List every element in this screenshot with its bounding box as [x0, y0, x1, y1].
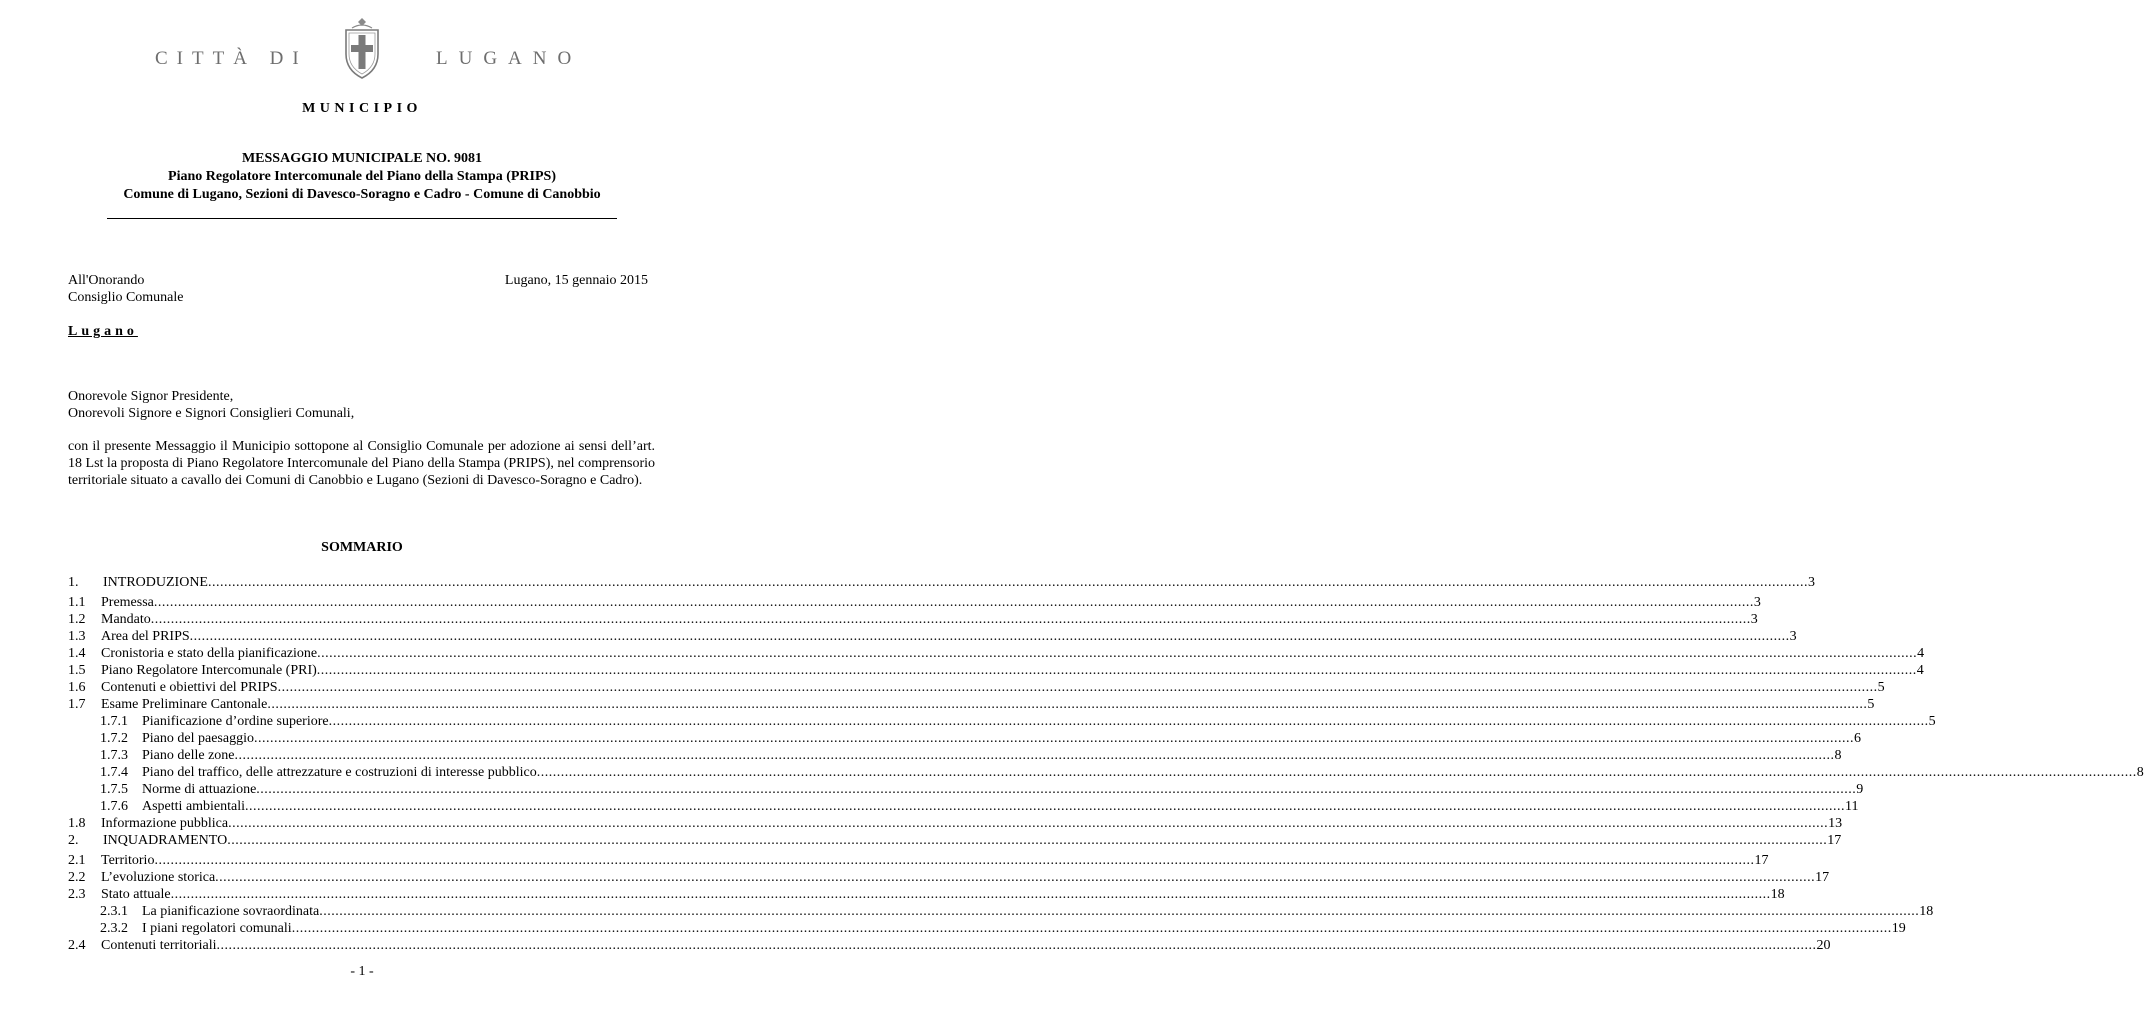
toc-entry[interactable]	[68, 832, 1842, 849]
toc-entry[interactable]	[68, 679, 1885, 696]
addressee-line1: All'Onorando	[68, 273, 145, 288]
toc-entry-title: Aspetti ambientali	[142, 799, 246, 814]
toc-leader-dots: ................................................................................................................................................................................................................................................................................................................................................................................................................	[253, 731, 1854, 746]
toc-entry-number: 2.2	[68, 870, 86, 885]
toc-leader-dots: ................................................................................................................................................................................................................................................................................................................................................................................................................	[216, 938, 1817, 953]
toc-leader-dots: ................................................................................................................................................................................................................................................................................................................................................................................................................	[267, 697, 1868, 712]
toc-entry[interactable]	[68, 781, 1864, 798]
toc-entry[interactable]	[68, 594, 1761, 611]
toc-entry-number: 2.1	[68, 853, 86, 868]
salutation-line1: Onorevole Signor Presidente,	[68, 389, 234, 404]
plan-title: Piano Regolatore Intercomunale del Piano della Stampa (PRIPS)	[168, 169, 556, 184]
toc-entry-page: 11	[1845, 799, 1859, 814]
toc-leader-dots: ................................................................................................................................................................................................................................................................................................................................................................................................................	[245, 799, 1846, 814]
toc-entry-page: 17	[1754, 853, 1769, 868]
toc-entry-title: La pianificazione sovraordinata	[142, 904, 320, 919]
place-date: Lugano, 15 gennaio 2015	[504, 273, 648, 288]
toc-entry-title: Pianificazione d’ordine superiore	[142, 714, 329, 729]
toc-entry-number: 1.5	[68, 663, 86, 678]
toc-entry-title: L’evoluzione storica	[101, 870, 216, 885]
toc-leader-dots: ................................................................................................................................................................................................................................................................................................................................................................................................................	[215, 870, 1816, 885]
toc-entry-number: 2.3	[68, 887, 86, 902]
toc-entry-page: 8	[1834, 748, 1842, 763]
toc-entry-number: 1.8	[68, 816, 86, 831]
toc-entry-title: Contenuti e obiettivi del PRIPS	[101, 680, 278, 695]
toc-entry-number: 1.4	[68, 646, 86, 661]
communes-title: Comune di Lugano, Sezioni di Davesco-Soragno e Cadro - Comune di Canobbio	[123, 187, 601, 202]
toc-entry-page: 18	[1770, 887, 1785, 902]
toc-entry-page: 20	[1816, 938, 1831, 953]
toc-entry-title: Cronistoria e stato della pianificazione	[101, 646, 318, 661]
toc-leader-dots: ................................................................................................................................................................................................................................................................................................................................................................................................................	[319, 904, 1920, 919]
toc-leader-dots: ................................................................................................................................................................................................................................................................................................................................................................................................................	[256, 782, 1857, 797]
toc-leader-dots: ................................................................................................................................................................................................................................................................................................................................................................................................................	[189, 629, 1790, 644]
toc-entry[interactable]	[68, 696, 1875, 713]
toc-entry[interactable]	[68, 920, 1906, 937]
toc-entry[interactable]	[68, 886, 1785, 903]
toc-entry-page: 4	[1916, 663, 1924, 678]
toc-entry-page: 19	[1891, 921, 1906, 936]
toc-leader-dots: ................................................................................................................................................................................................................................................................................................................................................................................................................	[536, 765, 2137, 780]
toc-entry-title: Esame Preliminare Cantonale	[101, 697, 268, 712]
toc-entry-title: Territorio	[101, 853, 155, 868]
toc-leader-dots: ................................................................................................................................................................................................................................................................................................................................................................................................................	[291, 921, 1892, 936]
toc-entry-number: 1.3	[68, 629, 86, 644]
toc-entry[interactable]	[68, 815, 1843, 832]
toc-entry-number: 2.	[68, 833, 79, 848]
toc-entry-page: 6	[1853, 731, 1861, 746]
toc-entry[interactable]	[68, 713, 1936, 730]
toc-entry-page: 3	[1789, 629, 1797, 644]
toc-entry-page: 3	[1750, 612, 1758, 627]
intro-paragraph: con il presente Messaggio il Municipio sottopone al Consiglio Comunale per adozione ai sensi dell’art. 18 Lst la proposta di Piano Regolatore Intercomunale del Piano della Stampa (PRIPS), nel comprensorio territoriale situato a cavallo dei Comuni di Canobbio e Lugano (Sezioni di Davesco-Soragno e Cadro).	[68, 439, 655, 488]
toc-leader-dots: ................................................................................................................................................................................................................................................................................................................................................................................................................	[328, 714, 1929, 729]
toc-leader-dots: ................................................................................................................................................................................................................................................................................................................................................................................................................	[150, 612, 1751, 627]
toc-entry[interactable]	[68, 903, 1934, 920]
toc-entry-title: Mandato	[101, 612, 151, 627]
toc-entry-page: 5	[1928, 714, 1936, 729]
toc-leader-dots: ................................................................................................................................................................................................................................................................................................................................................................................................................	[234, 748, 1835, 763]
message-number-title: MESSAGGIO MUNICIPALE NO. 9081	[241, 151, 483, 166]
toc-entry[interactable]	[68, 628, 1797, 645]
addressee-line2: Consiglio Comunale	[68, 290, 184, 305]
toc-entry-page: 4	[1917, 646, 1925, 661]
toc-leader-dots: ................................................................................................................................................................................................................................................................................................................................................................................................................	[154, 853, 1755, 868]
toc-entry-page: 3	[1807, 575, 1815, 590]
toc-entry-number: 1.1	[68, 595, 86, 610]
city-name-left: CITTÀ DI	[155, 48, 308, 69]
toc-entry-number: 1.2	[68, 612, 86, 627]
toc-entry[interactable]	[68, 798, 1859, 815]
toc-leader-dots: ................................................................................................................................................................................................................................................................................................................................................................................................................	[227, 833, 1828, 848]
toc-entry-page: 17	[1815, 870, 1830, 885]
toc-entry-title: Piano del paesaggio	[142, 731, 254, 746]
toc-leader-dots: ................................................................................................................................................................................................................................................................................................................................................................................................................	[316, 663, 1917, 678]
toc-entry-title: Norme di attuazione	[142, 782, 257, 797]
toc-entry[interactable]	[68, 852, 1769, 869]
toc-entry-number: 1.7.5	[100, 782, 128, 797]
toc-entry[interactable]	[68, 574, 1815, 591]
toc-entry-title: Area del PRIPS	[101, 629, 190, 644]
toc-entry-title: I piani regolatori comunali	[142, 921, 292, 936]
toc-heading: SOMMARIO	[321, 540, 403, 555]
toc-entry-number: 2.4	[68, 938, 86, 953]
toc-entry-number: 1.7.2	[100, 731, 128, 746]
toc-entry-title: Informazione pubblica	[101, 816, 229, 831]
toc-entry-page: 13	[1828, 816, 1843, 831]
toc-entry-page: 8	[2136, 765, 2144, 780]
toc-leader-dots: ................................................................................................................................................................................................................................................................................................................................................................................................................	[170, 887, 1771, 902]
toc-entry-page: 17	[1827, 833, 1842, 848]
toc-entry[interactable]	[68, 730, 1861, 747]
page-number: - 1 -	[350, 964, 374, 979]
toc-entry[interactable]	[68, 662, 1924, 679]
toc-entry[interactable]	[68, 747, 1842, 764]
title-divider	[107, 218, 617, 219]
toc-entry-title: Premessa	[101, 595, 154, 610]
toc-leader-dots: ................................................................................................................................................................................................................................................................................................................................................................................................................	[277, 680, 1878, 695]
toc-entry[interactable]	[68, 611, 1758, 628]
toc-entry[interactable]	[68, 937, 1831, 954]
toc-entry-page: 3	[1753, 595, 1761, 610]
toc-entry-page: 5	[1877, 680, 1885, 695]
toc-entry-title: Piano Regolatore Intercomunale (PRI)	[101, 663, 317, 678]
toc-entry-page: 18	[1919, 904, 1934, 919]
toc-leader-dots: ................................................................................................................................................................................................................................................................................................................................................................................................................	[317, 646, 1918, 661]
toc-entry-number: 1.6	[68, 680, 86, 695]
toc-leader-dots: ................................................................................................................................................................................................................................................................................................................................................................................................................	[207, 575, 1808, 590]
toc-leader-dots: ................................................................................................................................................................................................................................................................................................................................................................................................................	[153, 595, 1754, 610]
salutation-line2: Onorevoli Signore e Signori Consiglieri Comunali,	[68, 406, 355, 421]
toc-entry[interactable]	[68, 869, 1830, 886]
addressee-city: Lugano	[68, 324, 138, 339]
city-name-right: LUGANO	[436, 48, 583, 69]
toc-entry-title: Stato attuale	[101, 887, 171, 902]
toc-entry-page: 9	[1856, 782, 1864, 797]
toc-entry-title: Piano delle zone	[142, 748, 235, 763]
toc-entry-number: 1.7.1	[100, 714, 128, 729]
toc-entry-title: INTRODUZIONE	[103, 575, 208, 590]
toc-entry[interactable]	[68, 645, 1925, 662]
toc-entry-title: Contenuti territoriali	[101, 938, 217, 953]
toc-entry-number: 1.	[68, 575, 79, 590]
toc-entry-title: Piano del traffico, delle attrezzature e costruzioni di interesse pubblico	[142, 765, 537, 780]
toc-entry[interactable]	[68, 764, 2144, 781]
toc-entry-number: 1.7.4	[100, 765, 128, 780]
toc-entry-number: 1.7.6	[100, 799, 128, 814]
toc-entry-number: 1.7	[68, 697, 86, 712]
toc-entry-title: INQUADRAMENTO	[103, 833, 228, 848]
toc-entry-page: 5	[1867, 697, 1875, 712]
lugano-crest-logo	[342, 16, 382, 85]
toc-leader-dots: ................................................................................................................................................................................................................................................................................................................................................................................................................	[228, 816, 1829, 831]
department-heading: MUNICIPIO	[302, 101, 422, 116]
toc-entry-number: 2.3.2	[100, 921, 128, 936]
toc-entry-number: 2.3.1	[100, 904, 128, 919]
toc-entry-number: 1.7.3	[100, 748, 128, 763]
